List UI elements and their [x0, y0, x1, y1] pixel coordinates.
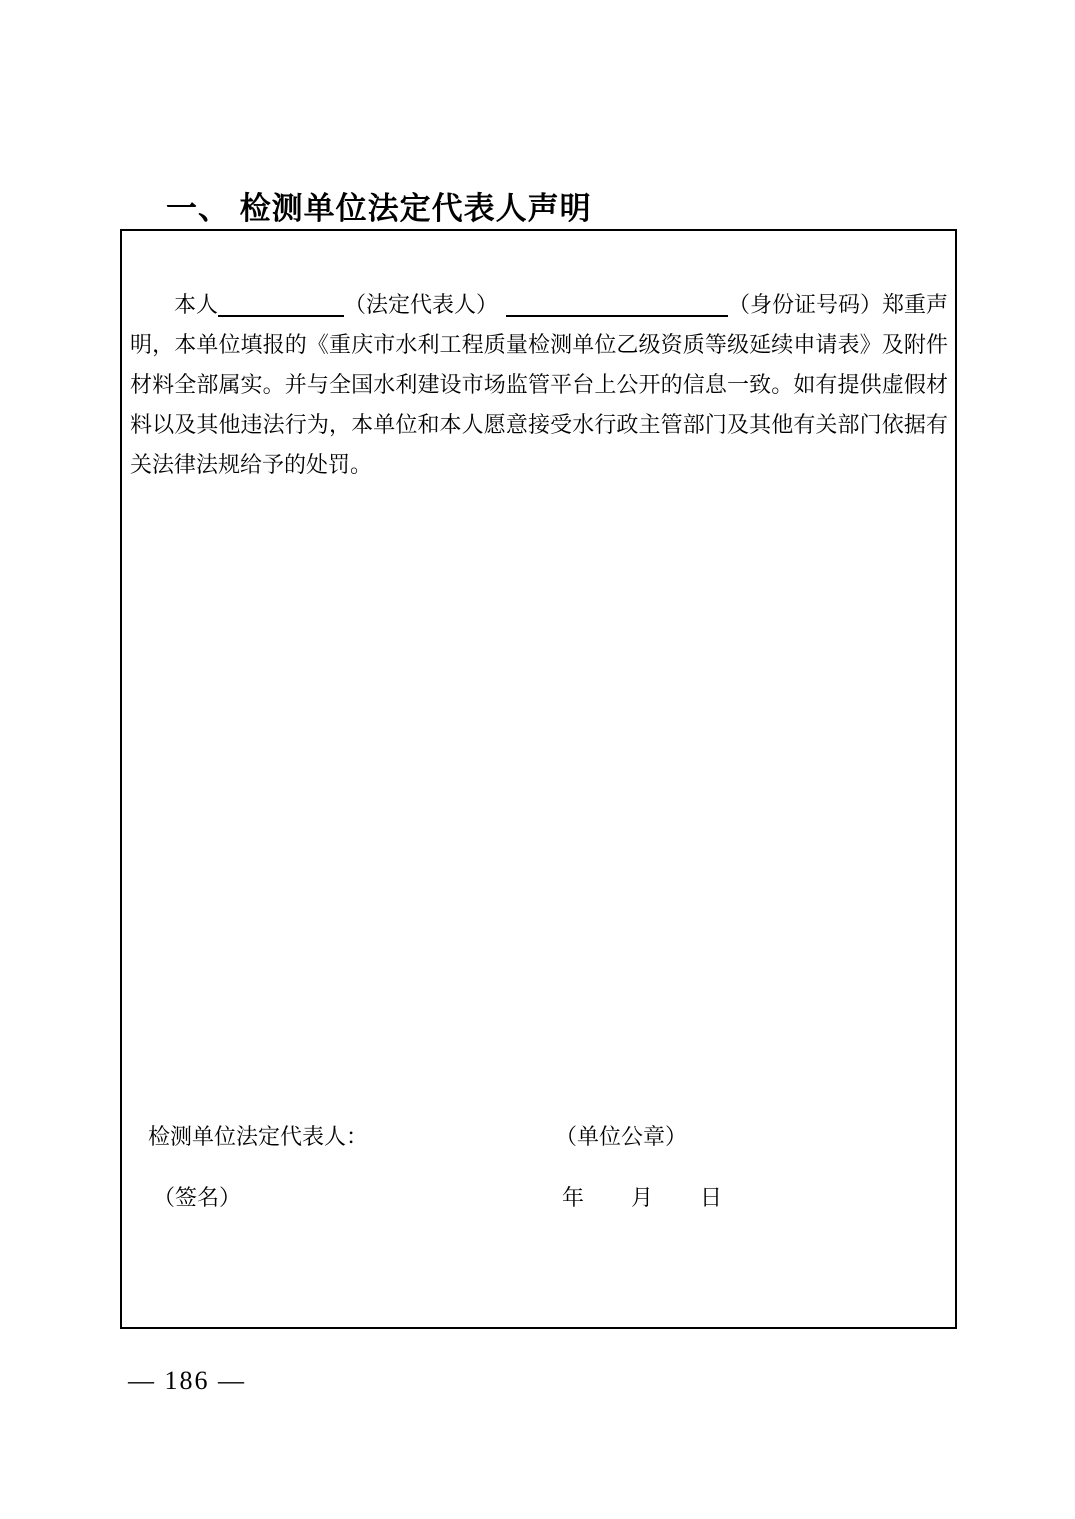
- declaration-box: [120, 229, 957, 1329]
- declaration-paragraph: [130, 285, 948, 485]
- legal-representative-label: 检测单位法定代表人：: [148, 1124, 369, 1149]
- date-month-label: 月: [631, 1185, 654, 1210]
- paragraph-line-2: 明，本单位填报的《重庆市水利工程质量检测单位乙级资质等级延续申请表》及附件: [130, 332, 948, 357]
- unit-seal-label: （单位公章）: [555, 1124, 688, 1149]
- line1-suffix: （身份证号码）郑重声: [728, 292, 949, 317]
- line1-middle: （法定代表人）: [344, 292, 499, 317]
- fill-in-blank-id-number: [506, 315, 728, 317]
- paragraph-line-3: 材料全部属实。并与全国水利建设市场监管平台上公开的信息一致。如有提供虚假材: [130, 372, 948, 397]
- line1-prefix: 本人: [174, 292, 219, 317]
- paragraph-line-5: 关法律法规给予的处罚。: [130, 452, 373, 477]
- paragraph-line-1: [130, 285, 948, 325]
- date-line: [562, 1184, 722, 1212]
- section-heading: 一、 检测单位法定代表人声明: [166, 191, 592, 226]
- signature-label: （签名）: [153, 1185, 242, 1210]
- date-day-label: 日: [700, 1185, 723, 1210]
- page-number: — 186 —: [128, 1366, 246, 1395]
- paragraph-line-4: 料以及其他违法行为，本单位和本人愿意接受水行政主管部门及其他有关部门依据有: [130, 412, 948, 437]
- fill-in-blank-representative-name: [218, 315, 344, 317]
- date-year-label: 年: [562, 1185, 585, 1210]
